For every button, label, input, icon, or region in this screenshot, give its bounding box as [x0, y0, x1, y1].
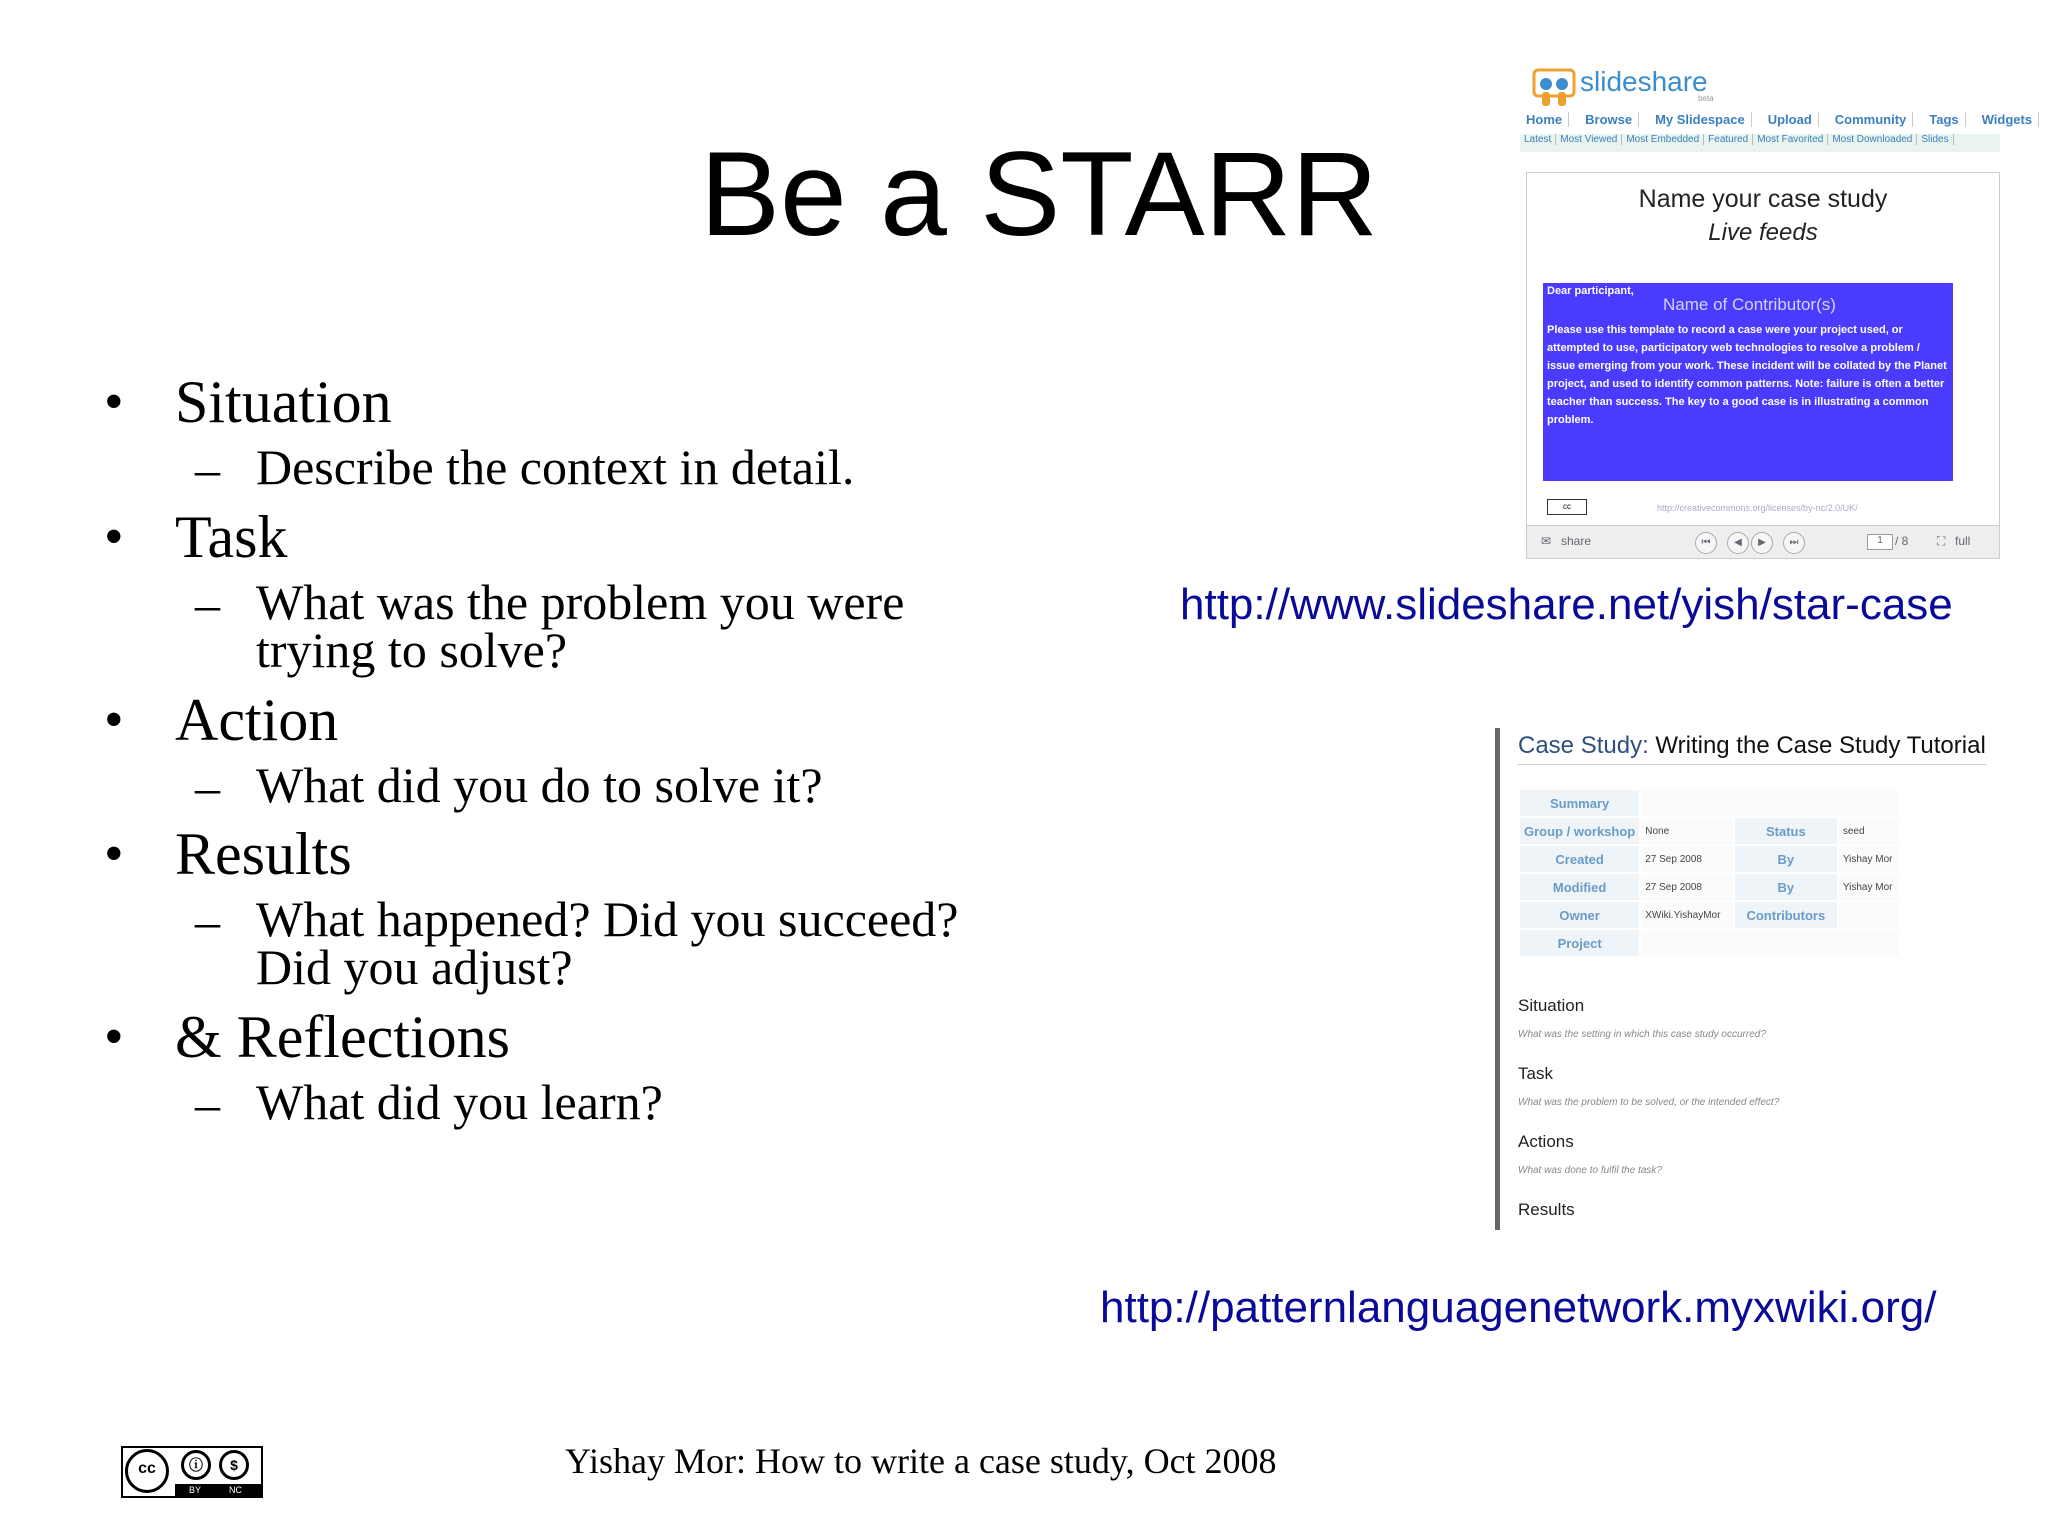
- fullscreen-icon[interactable]: ⛶: [1937, 534, 1946, 548]
- cc-nc-label: NC: [229, 1485, 242, 1495]
- bullet-reflections: & Reflections: [175, 1004, 510, 1070]
- message-body: Please use this template to record a case were your project used, or attempted to use, participatory web technologies to resolve a problem / issue emerging from your work. These incident will be collated by the Planet project, and used to identify common patterns. Note: failure is often a better teacher than success. The key to a good case is in illustrating a common problem.: [1547, 324, 1947, 426]
- nav-browse[interactable]: Browse: [1579, 112, 1639, 127]
- bullet-task: Task: [175, 504, 288, 570]
- participant-message-box: [1543, 283, 1953, 481]
- summary-value: [1641, 790, 1899, 816]
- modified-value: 27 Sep 2008: [1641, 874, 1733, 900]
- subnav-most-favorited[interactable]: Most Favorited: [1753, 134, 1828, 145]
- next-slide-icon[interactable]: ▶: [1751, 532, 1773, 554]
- page-input[interactable]: 1: [1867, 534, 1893, 550]
- section-situation: Situation: [1518, 996, 1585, 1015]
- modified-by-label: By: [1735, 874, 1837, 900]
- license-url: http://creativecommons.org/licenses/by-nc/2.0/UK/: [1657, 503, 1858, 513]
- sub-situation-0: Describe the context in detail.: [256, 439, 855, 495]
- case-study-metadata-table: [1518, 788, 1901, 958]
- attribution-icon: ⓘ: [181, 1450, 211, 1480]
- slideshare-logo-text: slideshare: [1580, 66, 1708, 97]
- contributor-name: Name of Contributor(s): [1663, 295, 1836, 314]
- bullet-dot: •: [104, 1006, 124, 1068]
- dash-mark: –: [195, 441, 220, 497]
- cc-license-bar: [175, 1484, 261, 1496]
- sub-results-1: Did you adjust?: [256, 939, 573, 995]
- player-controls: [1527, 525, 1999, 558]
- noncommercial-icon: $: [219, 1450, 249, 1480]
- project-label: Project: [1520, 930, 1639, 956]
- last-slide-icon[interactable]: ⏭: [1783, 532, 1805, 554]
- nav-community[interactable]: Community: [1829, 112, 1914, 127]
- nav-widgets[interactable]: Widgets: [1976, 112, 2039, 127]
- slideshare-player: [1526, 172, 2000, 559]
- slideshare-subnav: [1520, 134, 2000, 152]
- subnav-most-downloaded[interactable]: Most Downloaded: [1828, 134, 1917, 145]
- bullet-dot: •: [104, 689, 124, 751]
- sub-task-1: trying to solve?: [256, 622, 568, 678]
- group-value: None: [1641, 818, 1733, 844]
- xwiki-link[interactable]: http://patternlanguagenetwork.myxwiki.org/: [1100, 1283, 1937, 1332]
- dash-mark: –: [195, 893, 220, 949]
- bullet-dot: •: [104, 506, 124, 568]
- nav-upload[interactable]: Upload: [1762, 112, 1819, 127]
- cc-by-label: BY: [189, 1485, 202, 1495]
- creative-commons-logo: [121, 1446, 263, 1498]
- page-total: / 8: [1895, 534, 1909, 548]
- prev-slide-icon[interactable]: ◀: [1727, 532, 1749, 554]
- created-value: 27 Sep 2008: [1641, 846, 1733, 872]
- xwiki-screenshot: [1495, 728, 2010, 1230]
- slideshare-beta-badge: beta: [1698, 94, 1714, 103]
- dash-mark: –: [195, 576, 220, 632]
- bullet-situation: Situation: [175, 369, 392, 435]
- created-label: Created: [1520, 846, 1639, 872]
- subnav-featured[interactable]: Featured: [1704, 134, 1753, 145]
- bullet-action: Action: [175, 687, 339, 753]
- full-button[interactable]: full: [1955, 534, 1971, 548]
- section-actions: Actions: [1518, 1132, 1574, 1151]
- section-results: Results: [1518, 1200, 1575, 1219]
- subnav-most-embedded[interactable]: Most Embedded: [1622, 134, 1704, 145]
- share-icon[interactable]: ✉: [1541, 534, 1552, 548]
- project-value: [1641, 930, 1899, 956]
- section-task-question: What was the problem to be solved, or the intended effect?: [1518, 1097, 1780, 1108]
- slideshare-screenshot: [1520, 60, 2033, 560]
- group-label: Group / workshop: [1520, 818, 1639, 844]
- contributors-value: [1839, 902, 1899, 928]
- slideshare-nav: [1520, 112, 2033, 135]
- slideshare-link[interactable]: http://www.slideshare.net/yish/star-case: [1180, 580, 1953, 629]
- status-value: seed: [1839, 818, 1899, 844]
- modified-label: Modified: [1520, 874, 1639, 900]
- dash-mark: –: [195, 1076, 220, 1132]
- bullet-dot: •: [104, 371, 124, 433]
- bullet-dot: •: [104, 823, 124, 885]
- contributors-label: Contributors: [1735, 902, 1837, 928]
- owner-value: XWiki.YishayMor: [1641, 902, 1733, 928]
- subnav-most-viewed[interactable]: Most Viewed: [1556, 134, 1622, 145]
- dash-mark: –: [195, 759, 220, 815]
- subnav-latest[interactable]: Latest: [1520, 134, 1556, 145]
- cc-icon: cc: [125, 1449, 169, 1493]
- status-label: Status: [1735, 818, 1837, 844]
- created-by-value: Yishay Mor: [1839, 846, 1899, 872]
- dear-participant: Dear participant,: [1547, 285, 1634, 297]
- case-study-label: Case Study:: [1518, 732, 1649, 759]
- case-study-name: Writing the Case Study Tutorial: [1648, 732, 1986, 759]
- slideshare-logo-icon: [1532, 68, 1576, 108]
- sub-reflections-0: What did you learn?: [256, 1074, 663, 1130]
- summary-label: Summary: [1520, 790, 1639, 816]
- cc-license-icon: cc: [1547, 499, 1587, 515]
- footer-credit: Yishay Mor: How to write a case study, Oct 2008: [565, 1441, 1277, 1481]
- sub-results-0: What happened? Did you succeed?: [256, 891, 959, 947]
- subnav-slides[interactable]: Slides: [1917, 134, 1953, 145]
- nav-home[interactable]: Home: [1520, 112, 1569, 127]
- section-task: Task: [1518, 1064, 1553, 1083]
- sub-task-0: What was the problem you were: [256, 574, 905, 630]
- first-slide-icon[interactable]: ⏮: [1695, 532, 1717, 554]
- created-by-label: By: [1735, 846, 1837, 872]
- live-feeds-label: Live feeds: [1708, 219, 1818, 246]
- case-study-title: Name your case study: [1638, 185, 1888, 213]
- section-actions-question: What was done to fulfil the task?: [1518, 1165, 1662, 1176]
- modified-by-value: Yishay Mor: [1839, 874, 1899, 900]
- nav-tags[interactable]: Tags: [1923, 112, 1965, 127]
- section-situation-question: What was the setting in which this case study occurred?: [1518, 1029, 1766, 1040]
- share-button[interactable]: share: [1561, 534, 1592, 548]
- nav-my-slidespace[interactable]: My Slidespace: [1649, 112, 1752, 127]
- slide-title: Be a STARR: [700, 127, 1378, 261]
- sub-action-0: What did you do to solve it?: [256, 757, 823, 813]
- bullet-results: Results: [175, 821, 352, 887]
- owner-label: Owner: [1520, 902, 1639, 928]
- xwiki-page-title: [1518, 732, 1986, 765]
